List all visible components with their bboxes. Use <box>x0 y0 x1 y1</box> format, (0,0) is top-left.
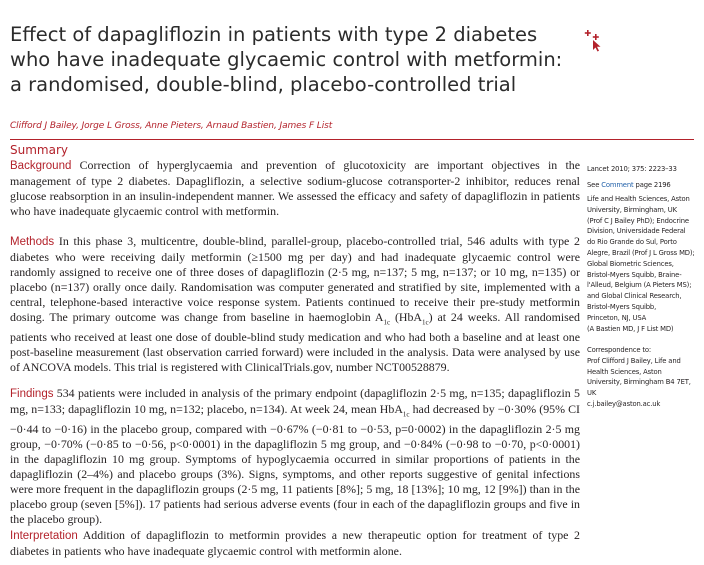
findings-text-after: had decreased by −0·30% (95% CI −0·44 to −0·16) in the placebo group, compared with −0·67% (−0·81 to −0·53, p=0·0002) in the dapagliflozin 2·5 mg group, −0·70% (−0·85 to −0·56, p<0·0001) in the dapagliflozin 5 mg group, and −0·84% (−0·98 to −0·70, p<0·0001) in the dapagliflozin 10 mg group. Symptoms of hypoglycaemia occurred in similar proportions of patients in the dapagliflozin (2–4%) and placebo groups (3%). Signs, symptoms, and other reports suggestive of genital infections were more frequent in the dapagliflozin groups (2·5 mg, 11 patients [8%]; 5 mg, 18 [13%]; 10 mg, 12 [9%]) than in the placebo group (seven [5%]). 17 patients had serious adverse events (four in each of the dapagliflozin groups and five in the placebo group). <box>10 402 580 527</box>
correspondence-line: University, Birmingham B4 7ET, <box>587 378 691 387</box>
abstract-background <box>10 158 580 219</box>
summary-heading: Summary <box>10 143 68 157</box>
title-line-3: a randomised, double-blind, placebo-controlled trial <box>10 73 517 96</box>
affiliation-line: Alegre, Brazil (Prof J L Gross MD); <box>587 248 695 257</box>
affiliation-line: do Rio Grande do Sul, Porto <box>587 238 677 247</box>
affiliation-line: Bristol-Myers Squibb, <box>587 302 657 311</box>
interpretation-text: Addition of dapagliflozin to metformin provides a new therapeutic option for treatment of type 2 diabetes in patients who have inadequate glycaemic control with metformin alone. <box>10 528 580 558</box>
affiliation-line: University, Birmingham, UK <box>587 205 677 214</box>
header-divider <box>10 139 694 140</box>
correspondence-line: Health Sciences, Aston <box>587 367 662 376</box>
methods-label: Methods <box>10 236 55 248</box>
see-comment <box>587 180 699 191</box>
findings-subscript: 1c <box>402 410 410 419</box>
author-list: Clifford J Bailey, Jorge L Gross, Anne Pieters, Arnaud Bastien, James F List <box>10 121 333 131</box>
affiliation-line: l'Alleud, Belgium (A Pieters MS); <box>587 281 692 290</box>
title-line-2: who have inadequate glycaemic control with metformin: <box>10 48 563 71</box>
abstract-findings <box>10 386 580 527</box>
affiliation-line: Bristol-Myers Squibb, Braine- <box>587 270 682 279</box>
affiliation-line: (Prof C J Bailey PhD); Endocrine <box>587 216 689 225</box>
article-title <box>10 22 610 97</box>
background-text: Correction of hyperglycaemia and prevention of glucotoxicity are important objectives in the management of type 2 diabetes. Dapagliflozin, a selective sodium-glucose cotransporter-2 inhibitor, reduces renal glucose reabsorption in an insulin-independent manner. We assessed the efficacy and safety of dapagliflozin in patients who have inadequate glycaemic control with metformin. <box>10 158 580 218</box>
citation: Lancet 2010; 375: 2223–33 <box>587 165 677 173</box>
title-line-1: Effect of dapagliflozin in patients with type 2 diabetes <box>10 23 538 46</box>
crossmark-icon[interactable] <box>584 28 604 52</box>
findings-label: Findings <box>10 388 54 400</box>
methods-text-after: ) at 24 weeks. All randomised patients who received at least one dose of double-blind study medication and who had both a baseline and at least one post-baseline measurement (last observation carried forward) were included in the analysis. Data were analysed by use of ANCOVA models. This trial is registered with ClinicalTrials.gov, number NCT00528879. <box>10 310 580 375</box>
correspondence-line: UK <box>587 389 597 398</box>
see-prefix: See <box>587 181 602 189</box>
methods-subscript-1: 1c <box>383 318 391 327</box>
abstract-methods <box>10 234 580 375</box>
correspondence-line: Correspondence to: <box>587 346 652 354</box>
findings-text-before: 534 patients were included in analysis of the primary endpoint (dapagliflozin 2·5 mg, n=135; dapagliflozin 5 mg, n=133; dapagliflozin 10 mg, n=132; placebo, n=134). At week 24, mean HbA <box>10 386 580 416</box>
methods-subscript-2: 1c <box>422 318 429 327</box>
interpretation-label: Interpretation <box>10 530 78 542</box>
background-label: Background <box>10 160 72 172</box>
see-suffix: page 2196 <box>633 181 671 189</box>
affiliations <box>587 194 699 334</box>
correspondence-email[interactable]: c.j.bailey@aston.ac.uk <box>587 399 661 408</box>
affiliation-line: Life and Health Sciences, Aston <box>587 195 690 203</box>
affiliation-line: Division, Universidade Federal <box>587 227 686 236</box>
correspondence <box>587 345 699 410</box>
methods-text-mid: (HbA <box>390 310 423 324</box>
affiliation-line: Global Biometric Sciences, <box>587 259 674 268</box>
methods-text-before: In this phase 3, multicentre, double-blind, parallel-group, placebo-controlled trial, 546 adults with type 2 diabetes who were receiving daily metformin (≥1500 mg per day) and had inadequate glycaemic control were randomly assigned to receive one of three doses of dapagliflozin (2·5 mg, n=137; 5 mg, n=137; or 10 mg, n=135) or placebo (n=137) orally once daily. Randomisation was computer generated and stratified by site, implemented with a central, telephone-based interactive voice response system. Patients continued to receive their pre-study metformin dosing. The primary outcome was change from baseline in haemoglobin A <box>10 234 580 324</box>
comment-link[interactable]: Comment <box>601 181 634 189</box>
correspondence-line: Prof Clifford J Bailey, Life and <box>587 356 681 365</box>
affiliation-line: (A Bastien MD, J F List MD) <box>587 324 674 333</box>
affiliation-line: and Global Clinical Research, <box>587 292 682 301</box>
abstract-interpretation <box>10 528 580 559</box>
affiliation-line: Princeton, NJ, USA <box>587 313 647 322</box>
